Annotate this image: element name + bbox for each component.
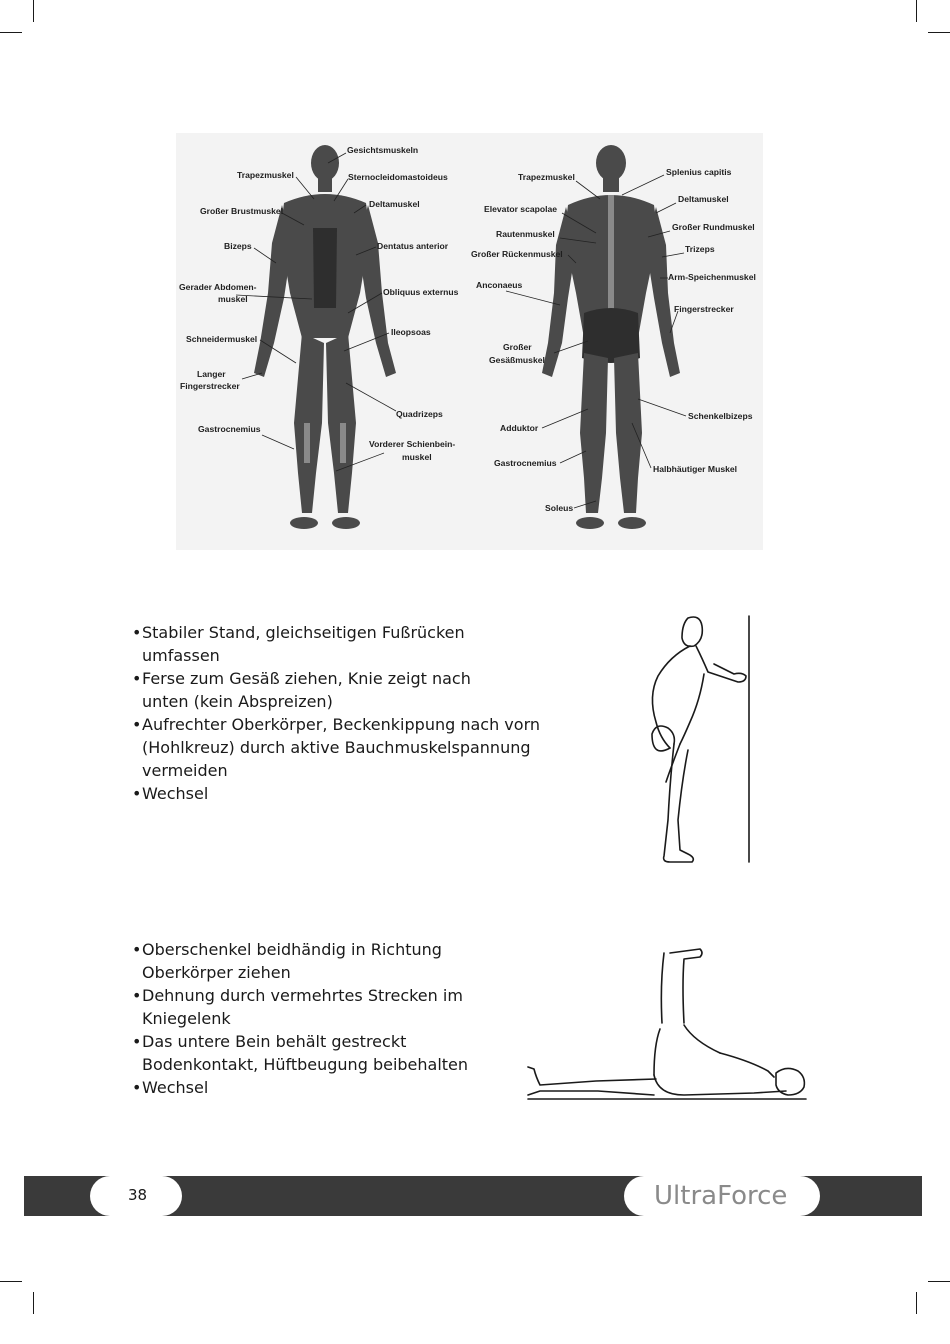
label-schenkelbizeps: Schenkelbizeps — [688, 411, 753, 421]
crop-mark — [33, 0, 34, 22]
label-sternocleidomastoideus: Sternocleidomastoideus — [348, 172, 448, 182]
label-gastrocnemius-front: Gastrocnemius — [198, 424, 261, 434]
crop-mark — [928, 1281, 950, 1282]
label-soleus: Soleus — [545, 503, 574, 513]
brand-name: UltraForce — [654, 1181, 788, 1211]
label-dentatus-anterior: Dentatus anterior — [377, 241, 449, 251]
label-arm-speichenmuskel: Arm-Speichenmuskel — [668, 272, 756, 282]
instruction-item: • Das untere Bein behält gestreckt Bodenkontakt, Hüftbeugung beibehalten — [132, 1030, 552, 1076]
label-rueckenmuskel: Großer Rückenmuskel — [471, 249, 563, 259]
exercise-1-instructions — [132, 621, 572, 805]
crop-mark — [0, 32, 22, 33]
crop-mark — [33, 1292, 34, 1314]
lying-hamstring-stretch-illustration — [524, 945, 814, 1105]
label-splenius-capitis: Splenius capitis — [666, 167, 732, 177]
crop-mark — [0, 1281, 22, 1282]
instruction-item: • Stabiler Stand, gleichseitigen Fußrücken umfassen — [132, 621, 572, 667]
label-rundmuskel: Großer Rundmuskel — [672, 222, 755, 232]
label-trapezmuskel-back: Trapezmuskel — [518, 172, 575, 182]
crop-mark — [928, 32, 950, 33]
label-brustmuskel: Großer Brustmuskel — [200, 206, 284, 216]
page-number: 38 — [128, 1186, 148, 1204]
label-schneidermuskel: Schneidermuskel — [186, 334, 258, 344]
label-langer-2: Fingerstrecker — [180, 381, 240, 391]
label-abdomen-1: Gerader Abdomen- — [179, 282, 257, 292]
label-gesichtsmuskeln: Gesichtsmuskeln — [347, 145, 419, 155]
label-gastrocnemius-back: Gastrocnemius — [494, 458, 557, 468]
instruction-item: • Wechsel — [132, 1076, 552, 1099]
instruction-item: • Aufrechter Oberkörper, Beckenkippung nach vorn (Hohlkreuz) durch aktive Bauchmuskelspannung vermeiden — [132, 713, 572, 782]
instruction-item: • Dehnung durch vermehrtes Strecken im Kniegelenk — [132, 984, 552, 1030]
label-abdomen-2: muskel — [218, 294, 248, 304]
label-elevator-scapolae: Elevator scapolae — [484, 204, 558, 214]
standing-quad-stretch-illustration — [630, 610, 770, 870]
label-schienbein-2: muskel — [402, 452, 432, 462]
label-bizeps: Bizeps — [224, 241, 252, 251]
label-obliquus-externus: Obliquus externus — [383, 287, 459, 297]
label-adduktor: Adduktor — [500, 423, 539, 433]
label-gesaess-1: Großer — [503, 342, 532, 352]
instruction-item: • Oberschenkel beidhändig in Richtung Oberkörper ziehen — [132, 938, 552, 984]
crop-mark — [916, 1292, 917, 1314]
label-schienbein-1: Vorderer Schienbein- — [369, 439, 456, 449]
label-langer-1: Langer — [197, 369, 226, 379]
label-halbhaeutiger-muskel: Halbhäutiger Muskel — [653, 464, 738, 474]
label-trapezmuskel-front: Trapezmuskel — [237, 170, 294, 180]
label-deltamuskel-back: Deltamuskel — [678, 194, 729, 204]
anatomy-figure — [176, 133, 763, 550]
label-quadrizeps: Quadrizeps — [396, 409, 443, 419]
label-trizeps: Trizeps — [685, 244, 715, 254]
label-fingerstrecker-back: Fingerstrecker — [674, 304, 734, 314]
label-gesaess-2: Gesäßmuskel — [489, 355, 545, 365]
instruction-item: • Wechsel — [132, 782, 572, 805]
label-ileopsoas: Ileopsoas — [391, 327, 431, 337]
instruction-item: • Ferse zum Gesäß ziehen, Knie zeigt nach unten (kein Abspreizen) — [132, 667, 572, 713]
label-deltamuskel-front: Deltamuskel — [369, 199, 420, 209]
label-anconaeus: Anconaeus — [476, 280, 523, 290]
crop-mark — [916, 0, 917, 22]
exercise-2-instructions — [132, 938, 552, 1099]
label-rautenmuskel: Rautenmuskel — [496, 229, 555, 239]
